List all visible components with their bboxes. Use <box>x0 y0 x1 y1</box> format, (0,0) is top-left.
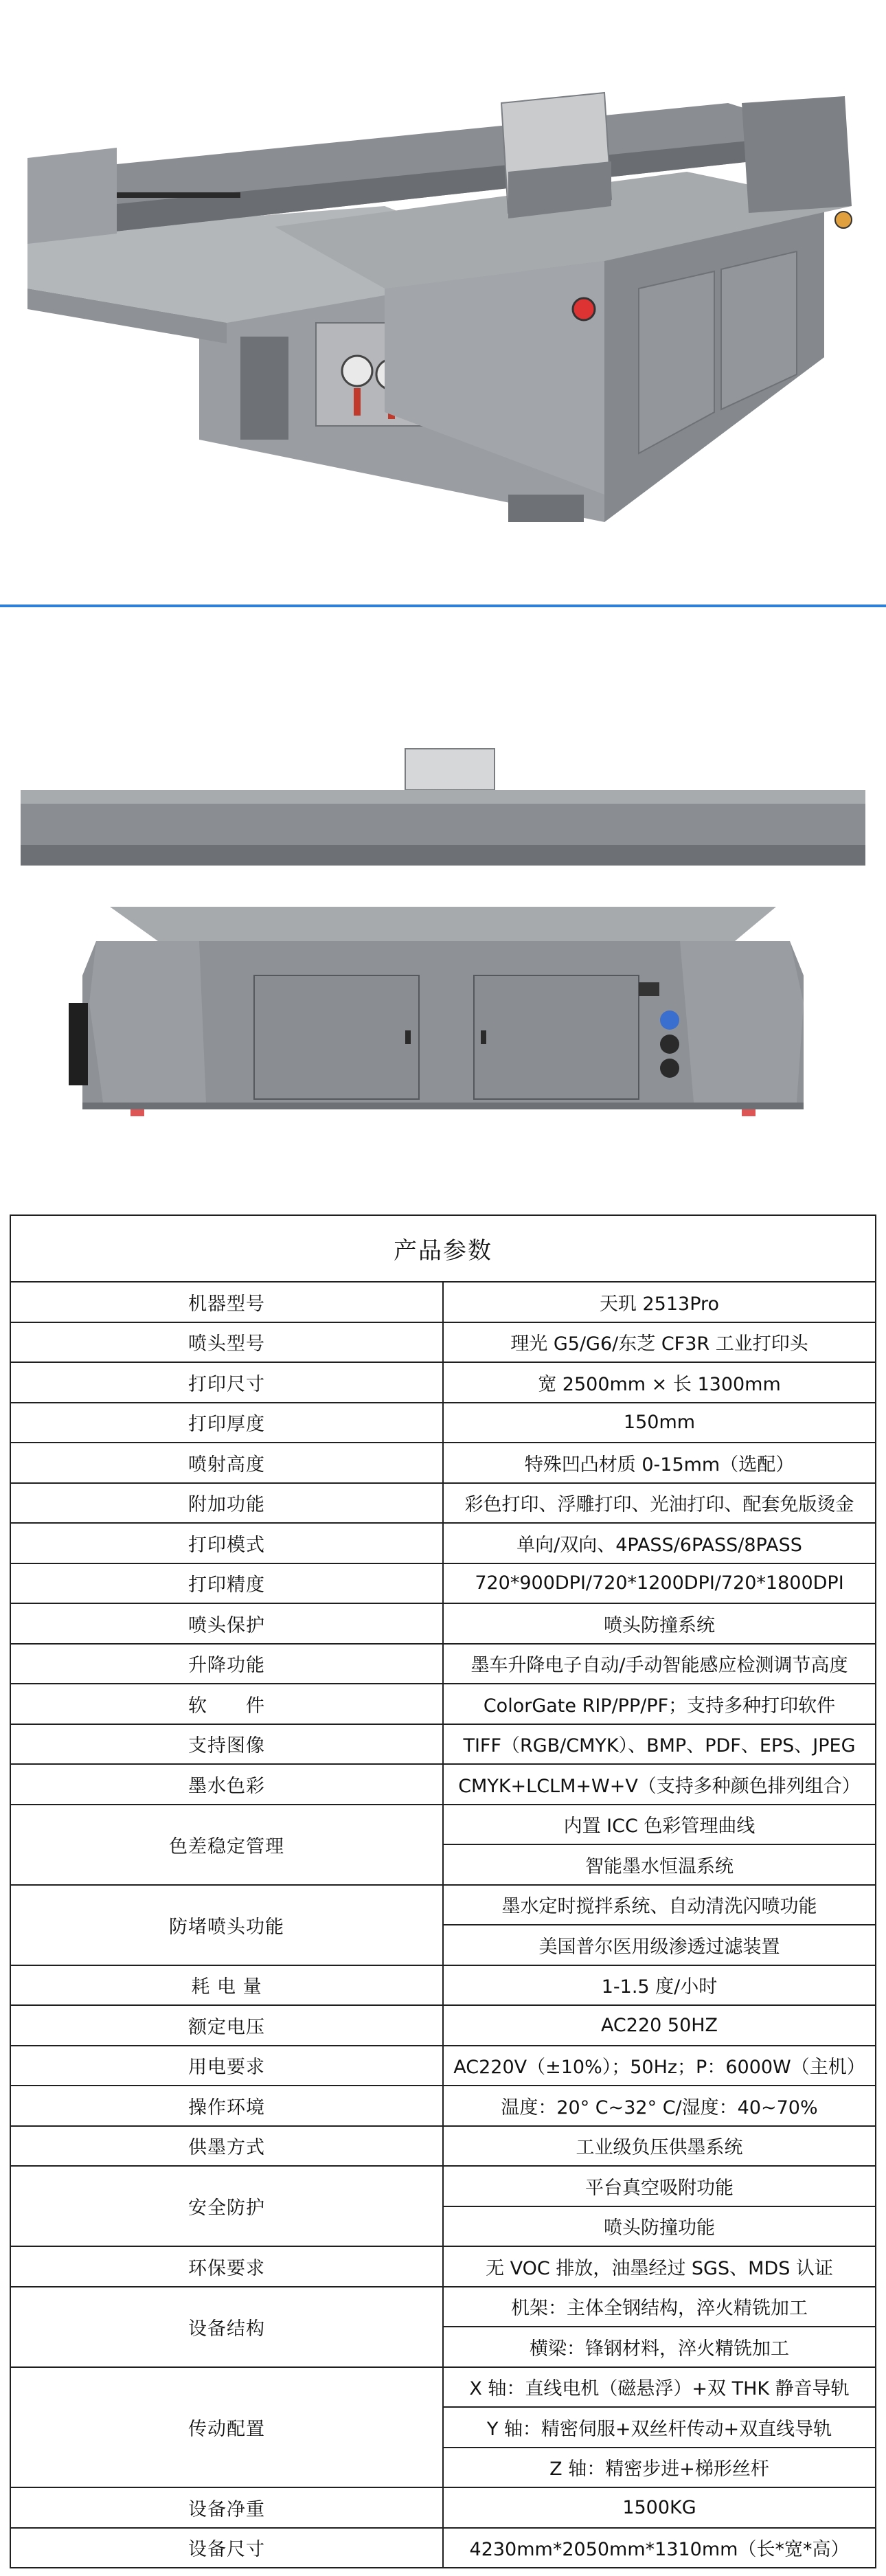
row-value: X 轴：直线电机（磁悬浮）+双 THK 静音导轨 <box>443 2367 876 2408</box>
table-row <box>10 1965 876 2006</box>
table-row <box>10 1724 876 1765</box>
row-label: 墨水色彩 <box>10 1764 443 1805</box>
row-value: ColorGate RIP/PP/PF；支持多种打印软件 <box>443 1684 876 1724</box>
row-label: 供墨方式 <box>10 2126 443 2167</box>
product-photo-front <box>0 618 886 1223</box>
row-label: 附加功能 <box>10 1483 443 1524</box>
row-value: 喷头防撞系统 <box>443 1603 876 1644</box>
row-label: 用电要求 <box>10 2046 443 2086</box>
row-label: 设备结构 <box>10 2287 443 2367</box>
row-label: 喷头保护 <box>10 1603 443 1644</box>
section-divider <box>0 605 886 607</box>
row-value: 内置 ICC 色彩管理曲线 <box>443 1805 876 1845</box>
row-label: 安全防护 <box>10 2166 443 2246</box>
table-row <box>10 2005 876 2046</box>
row-label: 操作环境 <box>10 2086 443 2126</box>
printer-illustration-angled <box>0 0 886 605</box>
table-row <box>10 2126 876 2167</box>
row-value: 横梁：锋钢材料，淬火精铣加工 <box>443 2327 876 2367</box>
table-row <box>10 1483 876 1524</box>
table-row <box>10 2287 876 2327</box>
row-label: 打印尺寸 <box>10 1362 443 1403</box>
row-value: TIFF（RGB/CMYK）、BMP、PDF、EPS、JPEG <box>443 1724 876 1765</box>
row-label: 耗 电 量 <box>10 1965 443 2006</box>
table-row <box>10 1322 876 1363</box>
table-row <box>10 1764 876 1805</box>
row-label: 环保要求 <box>10 2246 443 2287</box>
table-row <box>10 1282 876 1322</box>
table-row <box>10 1885 876 1925</box>
table-row <box>10 1684 876 1724</box>
row-value: 宽 2500mm × 长 1300mm <box>443 1362 876 1403</box>
row-value: 温度：20° C~32° C/湿度：40~70% <box>443 2086 876 2126</box>
row-label: 打印厚度 <box>10 1403 443 1443</box>
table-row <box>10 1563 876 1604</box>
table-row <box>10 2528 876 2568</box>
row-label: 升降功能 <box>10 1644 443 1684</box>
row-value: 单向/双向、4PASS/6PASS/8PASS <box>443 1523 876 1563</box>
row-label: 喷头型号 <box>10 1322 443 1363</box>
row-label: 打印精度 <box>10 1563 443 1604</box>
row-value: 1-1.5 度/小时 <box>443 1965 876 2006</box>
row-value: 1500KG <box>443 2487 876 2528</box>
row-value: 工业级负压供墨系统 <box>443 2126 876 2167</box>
row-value: AC220V（±10%）；50Hz；P：6000W（主机） <box>443 2046 876 2086</box>
row-label: 防堵喷头功能 <box>10 1885 443 1965</box>
row-label: 喷射高度 <box>10 1443 443 1483</box>
row-label: 传动配置 <box>10 2367 443 2488</box>
table-row <box>10 2246 876 2287</box>
row-label: 软 件 <box>10 1684 443 1724</box>
table-row <box>10 1523 876 1563</box>
table-title: 产品参数 <box>10 1215 876 1282</box>
product-parameters-table <box>10 1214 876 2568</box>
row-value: 机架：主体全钢结构，淬火精铣加工 <box>443 2287 876 2327</box>
table-row <box>10 1443 876 1483</box>
table-row <box>10 1805 876 1845</box>
row-value: 天玑 2513Pro <box>443 1282 876 1322</box>
row-value: 喷头防撞功能 <box>443 2206 876 2247</box>
row-value: Z 轴：精密步进+梯形丝杆 <box>443 2448 876 2488</box>
table-row <box>10 1362 876 1403</box>
table-row <box>10 2086 876 2126</box>
row-value: 无 VOC 排放，油墨经过 SGS、MDS 认证 <box>443 2246 876 2287</box>
row-label: 额定电压 <box>10 2005 443 2046</box>
row-label: 机器型号 <box>10 1282 443 1322</box>
row-label: 支持图像 <box>10 1724 443 1765</box>
row-label: 打印模式 <box>10 1523 443 1563</box>
row-value: 墨车升降电子自动/手动智能感应检测调节高度 <box>443 1644 876 1684</box>
row-label: 色差稳定管理 <box>10 1805 443 1885</box>
product-photo-angled <box>0 0 886 605</box>
row-value: 墨水定时搅拌系统、自动清洗闪喷功能 <box>443 1885 876 1925</box>
row-value: 理光 G5/G6/东芝 CF3R 工业打印头 <box>443 1322 876 1363</box>
table-row <box>10 1644 876 1684</box>
row-value: 特殊凹凸材质 0-15mm（选配） <box>443 1443 876 1483</box>
table-row <box>10 2487 876 2528</box>
table-row <box>10 1403 876 1443</box>
row-label: 设备尺寸 <box>10 2528 443 2568</box>
printer-illustration-front <box>0 618 886 1223</box>
row-value: 150mm <box>443 1403 876 1443</box>
row-value: 4230mm*2050mm*1310mm（长*宽*高） <box>443 2528 876 2568</box>
table-body <box>10 1282 876 2568</box>
row-value: AC220 50HZ <box>443 2005 876 2046</box>
row-value: 彩色打印、浮雕打印、光油打印、配套免版烫金 <box>443 1483 876 1524</box>
row-value: Y 轴：精密伺服+双丝杆传动+双直线导轨 <box>443 2407 876 2448</box>
row-value: 720*900DPI/720*1200DPI/720*1800DPI <box>443 1563 876 1604</box>
table-row <box>10 2367 876 2408</box>
row-value: 平台真空吸附功能 <box>443 2166 876 2206</box>
table-row <box>10 2046 876 2086</box>
row-label: 设备净重 <box>10 2487 443 2528</box>
row-value: 智能墨水恒温系统 <box>443 1844 876 1885</box>
table-row <box>10 2166 876 2206</box>
row-value: 美国普尔医用级渗透过滤装置 <box>443 1925 876 1965</box>
row-value: CMYK+LCLM+W+V（支持多种颜色排列组合） <box>443 1764 876 1805</box>
table-row <box>10 1603 876 1644</box>
